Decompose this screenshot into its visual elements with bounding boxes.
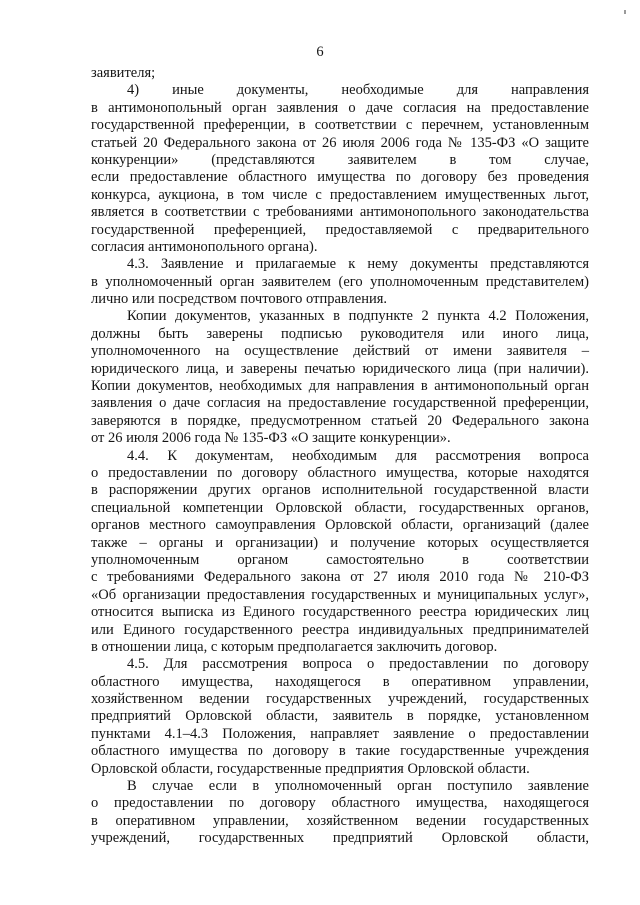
text-line: учреждений, государственных предприятий Орловской области, (91, 830, 589, 847)
text-line: «Об организации предоставления государственных и муниципальных услуг», (91, 586, 589, 603)
text-line: пунктами 4.1–4.3 Положения, направляет заявление о предоставлении (91, 725, 589, 742)
text-line: 4.4. К документам, необходимым для рассмотрения вопроса (127, 447, 589, 464)
text-line: в уполномоченный орган заявителем (его уполномоченным представителем) (91, 273, 589, 290)
paragraph-4-4 (91, 448, 589, 657)
text-line: специальной компетенции Орловской области, государственных органов, (91, 499, 589, 516)
text-line: уполномоченного на осуществление действий от имени заявителя – (91, 343, 589, 360)
paragraph-continuation (91, 65, 589, 82)
text-line: в отношении лица, с которым предполагается заключить договор. (91, 638, 498, 655)
text-line: Копии документов, необходимых для направления в антимонопольный орган (91, 378, 589, 395)
text-line: статьей 20 Федерального закона от 26 июля 2006 года № 135-ФЗ «О защите (91, 134, 589, 151)
document-body (91, 65, 589, 848)
page-number: 6 (316, 44, 324, 60)
text-line: заявления о даче согласия на предоставление государственной преференции, (91, 395, 589, 412)
text-line: Копии документов, указанных в подпункте 2 пункта 4.2 Положения, (127, 308, 589, 325)
text-line: является в соответствии с требованиями антимонопольного законодательства (91, 204, 589, 221)
text-line: заверяются в порядке, предусмотренном статьей 20 Федерального закона (91, 412, 589, 429)
text-line: Орловской области, государственные предприятия Орловской области. (91, 760, 530, 777)
text-line: лично или посредством почтового отправления. (91, 291, 388, 308)
text-line: заявителя; (91, 65, 156, 81)
paragraph-4-5 (91, 656, 589, 778)
text-line: с требованиями Федерального закона от 27 июля 2010 года № 210-ФЗ (91, 569, 589, 586)
text-line: конкурса, аукциона, в том числе с предоставлением имущественных льгот, (91, 186, 589, 203)
text-line: согласия антимонопольного органа). (91, 238, 318, 255)
text-line: органов местного самоуправления Орловской области, организаций (далее (91, 517, 589, 534)
text-line: о предоставлении по договору областного имущества, находящегося (91, 795, 589, 812)
text-line: государственной преференции, в соответствии с перечнем, установленным (91, 117, 589, 134)
text-line: В случае если в уполномоченный орган поступило заявление (127, 778, 589, 795)
text-line: в распоряжении других органов исполнительной государственной власти (91, 482, 589, 499)
text-line: от 26 июля 2006 года № 135-ФЗ «О защите конкуренции». (91, 430, 451, 447)
text-line: 4.3. Заявление и прилагаемые к нему документы представляются (127, 256, 589, 273)
paragraph-copies (91, 308, 589, 447)
text-line: если предоставление областного имущества по договору без проведения (91, 169, 589, 186)
paragraph-case (91, 778, 589, 848)
text-line: предприятий Орловской области, заявитель в порядке, установленном (91, 708, 589, 725)
text-line: государственной преференцией, предоставляемой с предварительного (91, 221, 589, 238)
scan-edge-mark (624, 10, 626, 14)
text-line: юридического лица, и заверены печатью юридического лица (при наличии). (91, 360, 589, 377)
text-line: областного имущества по договору в такие государственные учреждения (91, 743, 589, 760)
text-line: относится выписка из Единого государственного реестра юридических лиц (91, 604, 589, 621)
text-line: в антимонопольный орган заявления о даче согласия на предоставление (91, 99, 589, 116)
text-line: или Единого государственного реестра индивидуальных предпринимателей (91, 621, 589, 638)
text-line: 4.5. Для рассмотрения вопроса о предоставлении по договору (127, 656, 589, 673)
text-line: в оперативном управлении, хозяйственном ведении государственных (91, 812, 589, 829)
paragraph-4-3 (91, 256, 589, 308)
paragraph-item-4 (91, 82, 589, 256)
text-line: 4) иные документы, необходимые для направления (127, 82, 589, 99)
text-line: областного имущества, находящегося в оперативном управлении, (91, 673, 589, 690)
text-line: также – органы и организации) и получение которых осуществляется (91, 534, 589, 551)
text-line: о предоставлении по договору областного имущества, которые находятся (91, 464, 589, 481)
text-line: должны быть заверены подписью руководителя или иного лица, (91, 325, 589, 342)
text-line: уполномоченным органом самостоятельно в соответствии (91, 551, 589, 568)
text-line: конкуренции» (представляются заявителем в том случае, (91, 151, 589, 168)
text-line: хозяйственном ведении государственных учреждений, государственных (91, 691, 589, 708)
